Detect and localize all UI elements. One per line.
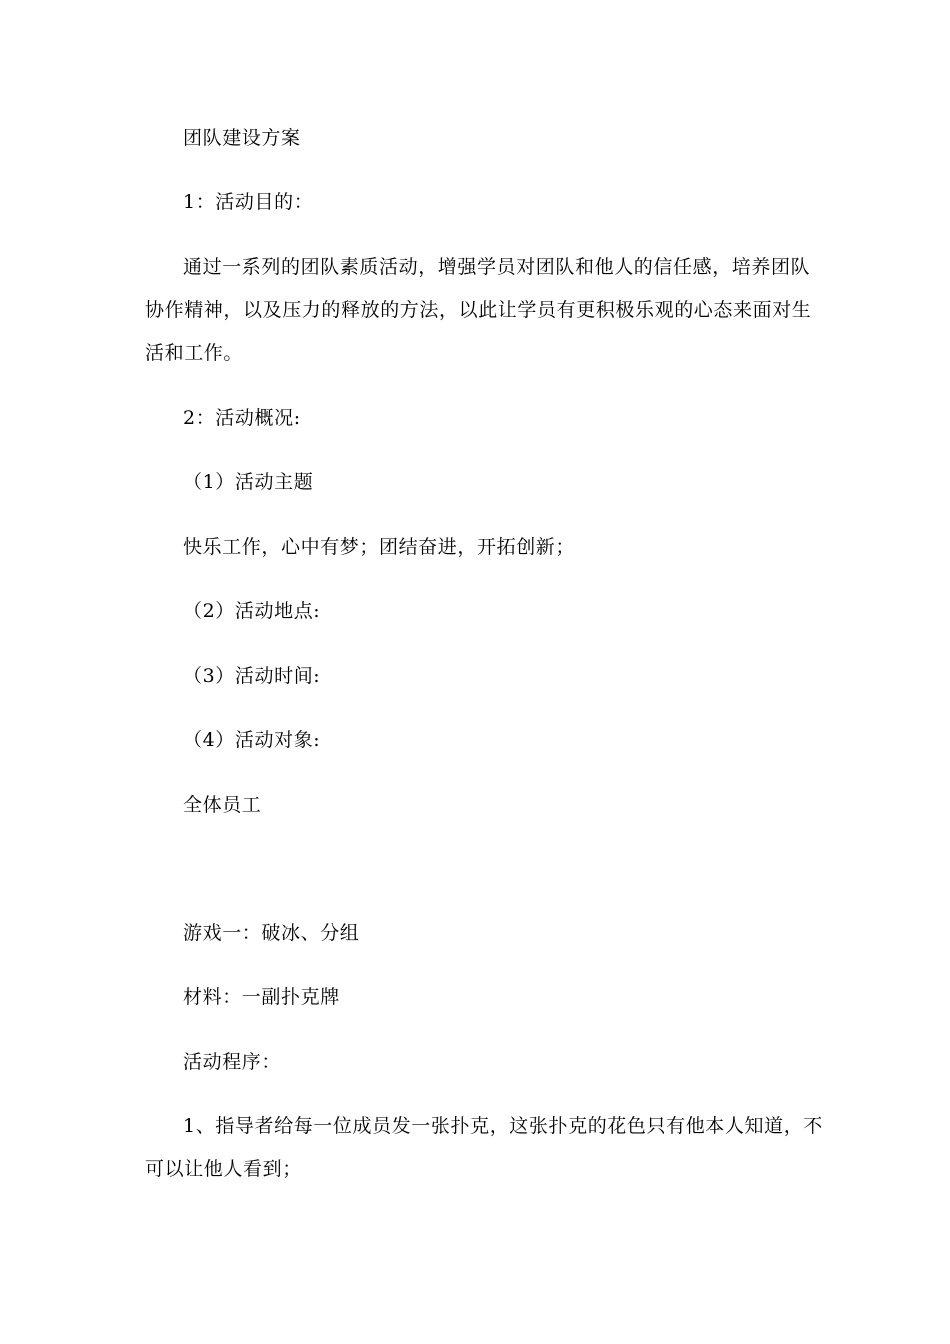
item2-label: （2）活动地点: — [183, 600, 321, 622]
game1-title: 游戏一：破冰、分组 — [183, 922, 360, 944]
item3-label: （3）活动时间: — [183, 665, 321, 687]
game1-step1-line1: 1、指导者给每一位成员发一张扑克，这张扑克的花色只有他本人知道，不 — [183, 1115, 823, 1137]
item1-label: （1）活动主题 — [183, 471, 314, 493]
document-title: 团队建设方案 — [183, 127, 301, 149]
section2-heading: 2：活动概况: — [183, 407, 301, 429]
item1-value: 快乐工作，心中有梦；团结奋进，开拓创新； — [183, 536, 576, 558]
game1-materials: 材料：一副扑克牌 — [183, 986, 340, 1008]
item4-label: （4）活动对象: — [183, 729, 321, 751]
section1-body-line1: 通过一系列的团队素质活动，增强学员对团队和他人的信任感，培养团队 — [183, 256, 811, 278]
item4-value: 全体员工 — [183, 794, 262, 816]
section1-body-line2: 协作精神，以及压力的释放的方法，以此让学员有更积极乐观的心态来面对生 — [145, 299, 812, 321]
section1-heading: 1：活动目的： — [183, 191, 314, 213]
section1-body-line3: 活和工作。 — [145, 342, 244, 364]
game1-step1-line2: 可以让他人看到； — [145, 1158, 302, 1180]
game1-procedure-heading: 活动程序： — [183, 1051, 282, 1073]
